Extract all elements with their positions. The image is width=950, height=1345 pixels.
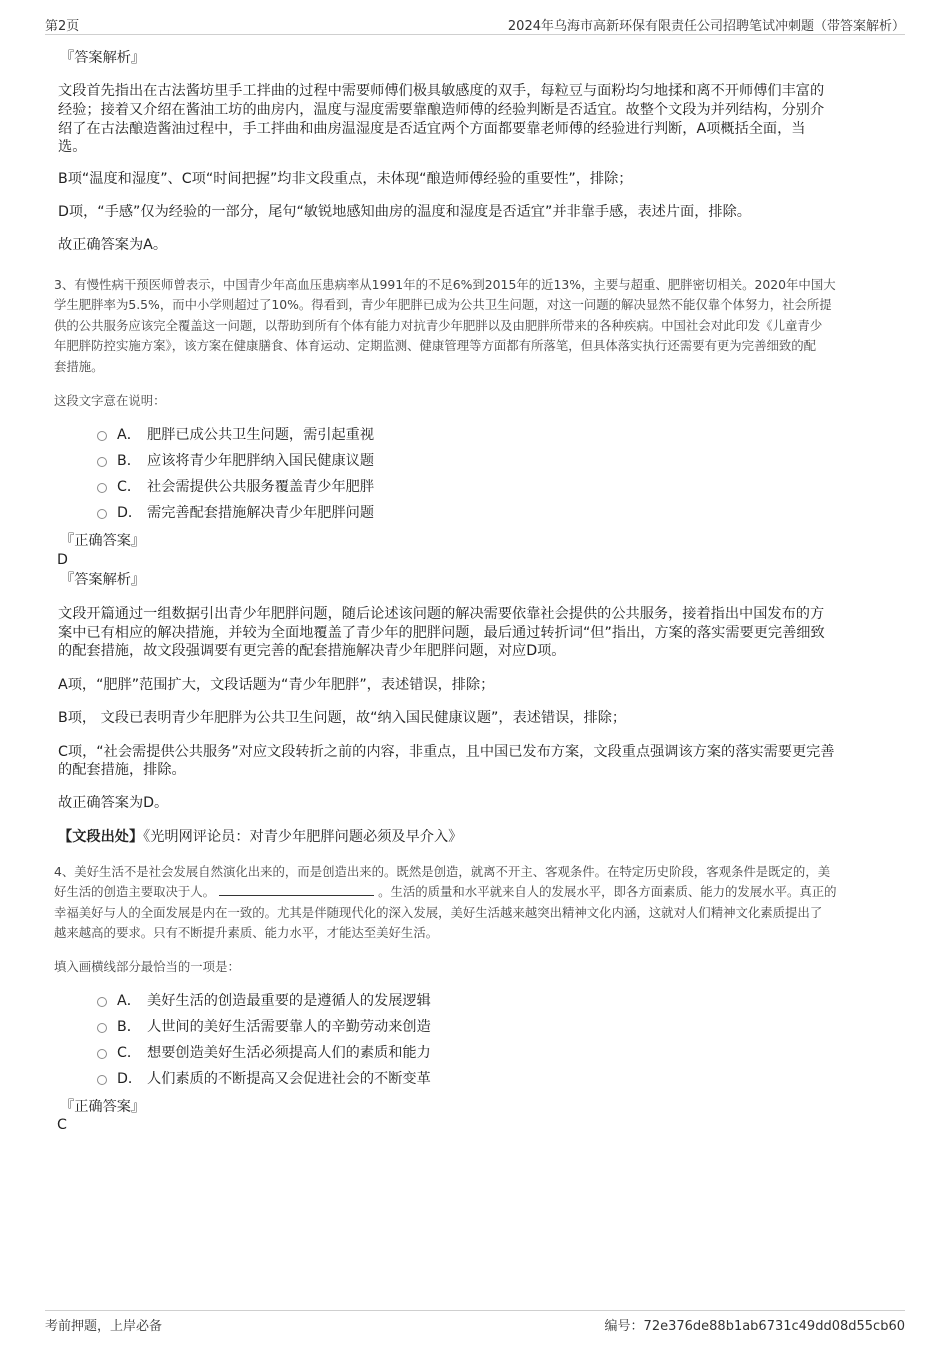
- q3-answer-label: 『正确答案』: [60, 533, 146, 549]
- q3-stem-line-2: 学生肥胖率为5.5%，而中小学则超过了10%。得看到，青少年肥胖已成为公共卫生问题，对这一问题的解决显然不能仅靠个体努力，社会所提: [54, 297, 832, 312]
- q3-analysis-label: 『答案解析』: [60, 572, 146, 588]
- radio-icon[interactable]: [97, 483, 107, 493]
- q4-stem-line-3: 幸福美好与人的全面发展是内在一致的。尤其是伴随现代化的深入发展，美好生活越来越突出精神文化内涵，这就对人们精神文化素质提出了: [54, 905, 823, 920]
- q3-option-c[interactable]: C． 社会需提供公共服务覆盖青少年肥胖: [97, 477, 374, 497]
- q4-stem-line-4: 越来越高的要求。只有不断提升素质、能力水平，才能达至美好生活。: [54, 925, 439, 940]
- source-text: 《光明网评论员：对青少年肥胖问题必须及早介入》: [143, 829, 463, 845]
- q3-analysis-line-2: 案中已有相应的解决措施，并较为全面地覆盖了青少年的肥胖问题，最后通过转折词“但”指出，方案的落实需要更完善细致: [58, 625, 825, 641]
- q4-option-a[interactable]: A． 美好生活的创造最重要的是遵循人的发展逻辑: [97, 991, 431, 1011]
- q4-option-d[interactable]: D． 人们素质的不断提高又会促进社会的不断变革: [97, 1069, 431, 1089]
- q2-analysis-line-4: 选。: [58, 139, 87, 155]
- radio-icon[interactable]: [97, 431, 107, 441]
- page-footer: [45, 1310, 905, 1335]
- q3-analysis-line-3: 的配套措施，故文段强调要有更完善的配套措施解决青少年肥胖问题，对应D项。: [58, 643, 566, 659]
- q4-stem-line-2: 好生活的创造主要取决于人。 。生活的质量和水平就来自人的发展水平，即各方面素质、能力的发展水平。真正的: [54, 884, 837, 899]
- q4-option-c[interactable]: C． 想要创造美好生活必须提高人们的素质和能力: [97, 1043, 431, 1063]
- q4-prompt: 填入画横线部分最恰当的一项是：: [54, 959, 240, 974]
- footer-slogan: 考前押题，上岸必备: [45, 1319, 163, 1334]
- q2-analysis-line-2: 经验；接着又介绍在酱油工坊的曲房内，温度与湿度需要靠酿造师傅的经验判断是否适宜。故整个文段为并列结构，分别介: [58, 102, 825, 118]
- q2-analysis-bc: B项“温度和湿度”、C项“时间把握”均非文段重点，未体现“酿造师傅经验的重要性”，排除；: [58, 171, 633, 187]
- q4-answer-label: 『正确答案』: [60, 1099, 146, 1115]
- page-header: [45, 14, 905, 35]
- q2-analysis-line-1: 文段首先指出在古法酱坊里手工拌曲的过程中需要师傅们极具敏感度的双手，每粒豆与面粉均匀地揉和离不开师傅们丰富的: [58, 83, 825, 99]
- q3-answer: D: [57, 552, 68, 568]
- q3-option-a[interactable]: A． 肥胖已成公共卫生问题，需引起重视: [97, 425, 374, 445]
- q4-option-b[interactable]: B． 人世间的美好生活需要靠人的辛勤劳动来创造: [97, 1017, 431, 1037]
- radio-icon[interactable]: [97, 1023, 107, 1033]
- radio-icon[interactable]: [97, 457, 107, 467]
- radio-icon[interactable]: [97, 509, 107, 519]
- q3-conclusion: 故正确答案为D。: [58, 795, 169, 811]
- q3-prompt: 这段文字意在说明：: [54, 393, 166, 408]
- fill-blank: [219, 883, 374, 896]
- q3-analysis-a: A项，“肥胖”范围扩大，文段话题为“青少年肥胖”，表述错误，排除；: [58, 677, 495, 693]
- q3-stem-line-1: 3、有慢性病干预医师曾表示，中国青少年高血压患病率从1991年的不足6%到2015年的近13%，主要与超重、肥胖密切相关。2020年中国大: [54, 277, 836, 292]
- q4-stem-line-1: 4、美好生活不是社会发展自然演化出来的，而是创造出来的。既然是创造，就离不开主、客观条件。在特定历史阶段，客观条件是既定的，美: [54, 864, 831, 879]
- source-label: 【文段出处】: [58, 829, 144, 845]
- radio-icon[interactable]: [97, 1075, 107, 1085]
- q2-analysis-line-3: 绍了在古法酿造酱油过程中，手工拌曲和曲房温湿度是否适宜两个方面都要靠老师傅的经验进行判断，A项概括全面，当: [58, 121, 806, 137]
- q3-stem-line-5: 套措施。: [54, 359, 104, 374]
- q3-option-b[interactable]: B． 应该将青少年肥胖纳入国民健康议题: [97, 451, 374, 471]
- q2-conclusion: 故正确答案为A。: [58, 237, 168, 253]
- q3-analysis-c-line-2: 的配套措施，排除。: [58, 762, 186, 778]
- q3-stem-line-4: 年肥胖防控实施方案》，该方案在健康膳食、体育运动、定期监测、健康管理等方面都有所落笔，但具体落实执行还需要有更为完善细致的配: [54, 338, 817, 353]
- q2-analysis-label: 『答案解析』: [60, 50, 146, 66]
- q3-analysis-line-1: 文段开篇通过一组数据引出青少年肥胖问题，随后论述该问题的解决需要依靠社会提供的公共服务，接着指出中国发布的方: [58, 606, 825, 622]
- radio-icon[interactable]: [97, 1049, 107, 1059]
- q3-stem-line-3: 供的公共服务应该完全覆盖这一问题，以帮助到所有个体有能力对抗青少年肥胖以及由肥胖所带来的各种疾病。中国社会对此印发《儿童青少: [54, 318, 823, 333]
- page-number: 第2页: [45, 19, 80, 34]
- q2-analysis-d: D项，“手感”仅为经验的一部分，尾句“敏锐地感知曲房的温度和湿度是否适宜”并非靠手感，表述片面，排除。: [58, 204, 751, 220]
- footer-serial: 编号：72e376de88b1ab6731c49dd08d55cb60: [604, 1319, 905, 1334]
- q3-analysis-c-line-1: C项，“社会需提供公共服务”对应文段转折之前的内容，非重点，且中国已发布方案，文段重点强调该方案的落实需要更完善: [58, 744, 835, 760]
- q3-source: [58, 828, 462, 847]
- q4-answer: C: [57, 1117, 67, 1133]
- document-title: 2024年乌海市高新环保有限责任公司招聘笔试冲刺题（带答案解析）: [507, 19, 905, 34]
- q3-analysis-b: B项， 文段已表明青少年肥胖为公共卫生问题，故“纳入国民健康议题”，表述错误，排除；: [58, 710, 627, 726]
- q3-option-d[interactable]: D． 需完善配套措施解决青少年肥胖问题: [97, 503, 374, 523]
- radio-icon[interactable]: [97, 997, 107, 1007]
